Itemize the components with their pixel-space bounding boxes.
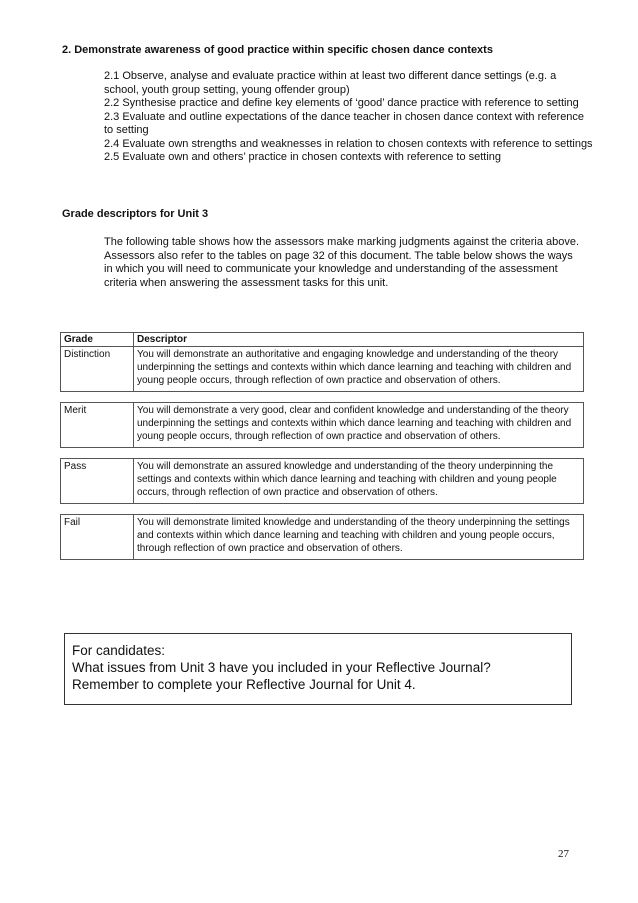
candidates-box-reminder: Remember to complete your Reflective Journal for Unit 4.: [72, 677, 416, 692]
candidates-box-question: What issues from Unit 3 have you included in your Reflective Journal?: [72, 660, 491, 675]
descriptor-cell: You will demonstrate an authoritative and engaging knowledge and understanding of the theory underpinning the settings and contexts within which dance learning and teaching with children and young people occurs, through reflection of own practice and observation of others.: [134, 347, 584, 392]
grade-cell: Merit: [61, 403, 134, 448]
table-row: [61, 403, 584, 448]
column-header-grade: Grade: [61, 333, 134, 347]
table-spacer: [61, 392, 584, 403]
grade-table: [60, 332, 584, 560]
grade-cell: Distinction: [61, 347, 134, 392]
table-spacer: [61, 448, 584, 459]
list-item: 2.1 Observe, analyse and evaluate practice within at least two different dance settings (e.g. a school, youth group setting, young offender group): [104, 70, 557, 96]
section-heading: 2. Demonstrate awareness of good practice within specific chosen dance contexts: [62, 44, 493, 56]
list-item: 2.2 Synthesise practice and define key elements of ‘good’ dance practice with reference to setting: [104, 97, 579, 109]
candidates-box: [64, 633, 572, 705]
descriptor-cell: You will demonstrate an assured knowledge and understanding of the theory underpinning the settings and contexts within which dance learning and teaching with children and young people occurs, through reflection of own practice and observation of others.: [134, 459, 584, 504]
descriptor-cell: You will demonstrate limited knowledge and understanding of the theory underpinning the settings and contexts within which dance learning and teaching with children and young people occurs, through reflection of own practice and observation of others.: [134, 515, 584, 560]
column-header-descriptor: Descriptor: [134, 333, 584, 347]
page-number: 27: [558, 848, 569, 860]
criteria-list: [104, 70, 594, 165]
table-spacer: [61, 504, 584, 515]
descriptor-cell: You will demonstrate a very good, clear and confident knowledge and understanding of the theory underpinning the settings and contexts within which dance learning and teaching with children and young people occurs, through reflection of own practice and observation of others.: [134, 403, 584, 448]
list-item: 2.4 Evaluate own strengths and weaknesses in relation to chosen contexts with reference to settings: [104, 137, 593, 150]
list-item: 2.3 Evaluate and outline expectations of the dance teacher in chosen dance context with reference to setting: [104, 110, 585, 136]
table-row: [61, 515, 584, 560]
grade-descriptors-intro: The following table shows how the assessors make marking judgments against the criteria above. Assessors also refer to the tables on page 32 of this document. The table below shows the ways in which you will need to communicate your knowledge and understanding of the assessment criteria when answering the assessment tasks for this unit.: [104, 236, 580, 289]
table-row: [61, 347, 584, 392]
table-row: [61, 459, 584, 504]
grade-descriptors-heading: Grade descriptors for Unit 3: [62, 208, 209, 220]
table-header-row: [61, 333, 584, 347]
grade-cell: Pass: [61, 459, 134, 504]
candidates-box-title: For candidates:: [72, 643, 166, 658]
list-item: 2.5 Evaluate own and others’ practice in chosen contexts with reference to setting: [104, 151, 502, 163]
grade-cell: Fail: [61, 515, 134, 560]
